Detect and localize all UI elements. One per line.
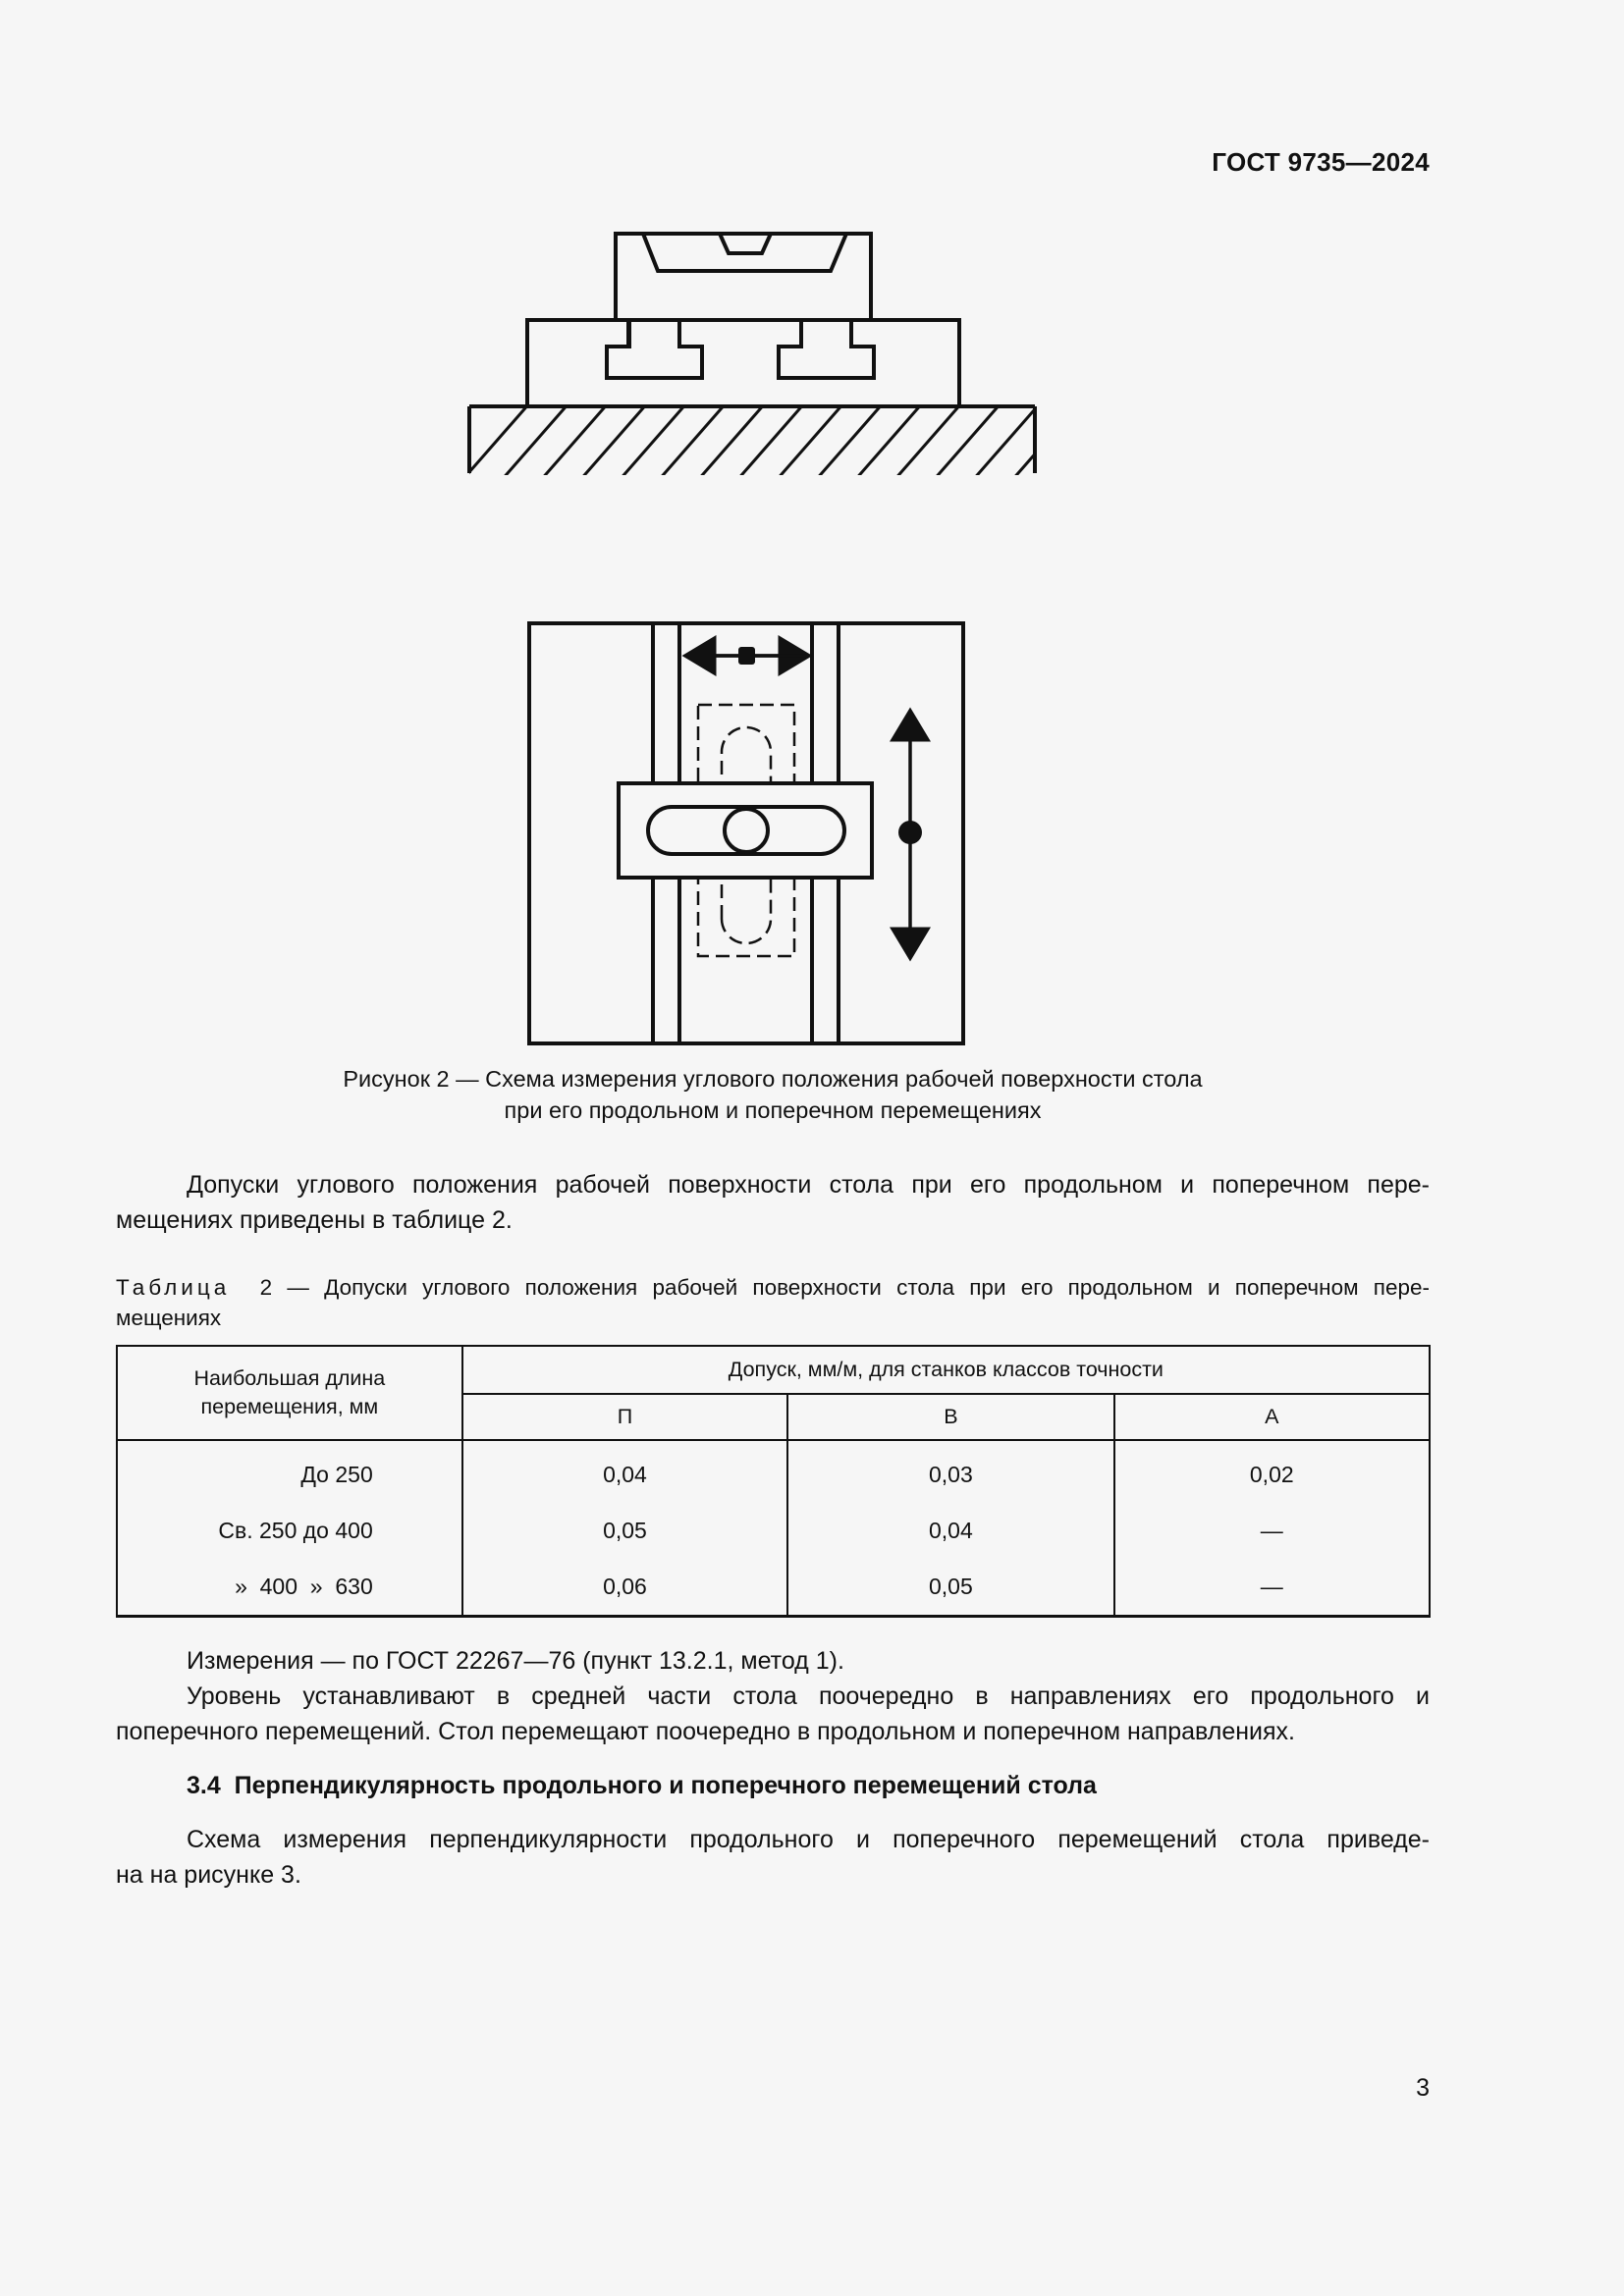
table-row: [117, 1559, 1430, 1617]
paragraph-intro: [116, 1167, 1430, 1238]
column-group-header: Допуск, мм/м, для станков классов точности: [462, 1346, 1430, 1394]
row-length: » 400 » 630: [117, 1559, 462, 1617]
cell-value: 0,04: [787, 1503, 1113, 1559]
tolerance-table: [116, 1345, 1431, 1618]
level-block: [616, 234, 871, 320]
paragraph-level-line2: поперечного перемещений. Стол перемещают поочередно в продольном и поперечном направлениях.: [116, 1718, 1295, 1745]
table-caption-line2: мещениях: [116, 1306, 222, 1330]
figure-caption: [116, 1063, 1430, 1126]
paragraph-section: [116, 1822, 1430, 1893]
t-slot-left-outline: [607, 320, 702, 378]
cell-value: 0,06: [462, 1559, 787, 1617]
paragraph-level: [116, 1679, 1430, 1749]
figure-caption-line2: при его продольном и поперечном перемещениях: [504, 1097, 1042, 1123]
paragraph-section-line2: на на рисунке 3.: [116, 1861, 301, 1889]
cell-value: —: [1114, 1559, 1430, 1617]
cell-value: 0,05: [462, 1503, 787, 1559]
bubble: [725, 809, 768, 852]
t-slot-right-outline: [779, 320, 874, 378]
section-title: Перпендикулярность продольного и поперечного перемещений стола: [234, 1772, 1097, 1799]
page-number: 3: [1416, 2074, 1430, 2102]
table-caption-number: 2: [259, 1275, 273, 1300]
table-body: [527, 320, 959, 406]
cell-value: 0,02: [1114, 1440, 1430, 1503]
figure-caption-line1: Рисунок 2 — Схема измерения углового положения рабочей поверхности стола: [343, 1066, 1203, 1092]
row-length: До 250: [117, 1440, 462, 1503]
table-row: [117, 1440, 1430, 1503]
figure-top-view: [520, 614, 972, 1048]
document-number: ГОСТ 9735—2024: [1212, 147, 1430, 177]
cell-value: —: [1114, 1503, 1430, 1559]
t-slot-left-shape: [626, 320, 703, 378]
paragraph-section-line1: Схема измерения перпендикулярности продольного и поперечного перемещений стола приведе-: [187, 1826, 1430, 1853]
table-caption: [116, 1272, 1430, 1333]
class-header: В: [787, 1394, 1113, 1440]
cell-value: 0,04: [462, 1440, 787, 1503]
paragraph-level-line1: Уровень устанавливают в средней части стола поочередно в направлениях его продольного и: [187, 1682, 1430, 1710]
column-header-length: Наибольшая длина перемещения, мм: [117, 1346, 462, 1440]
cell-value: 0,03: [787, 1440, 1113, 1503]
class-header: А: [1114, 1394, 1430, 1440]
paragraph-intro-line2: мещениях приведены в таблице 2.: [116, 1206, 513, 1234]
figure-side-view: [461, 226, 1051, 481]
class-header: П: [462, 1394, 787, 1440]
row-length: Св. 250 до 400: [117, 1503, 462, 1559]
table-caption-label: Таблица: [116, 1275, 231, 1300]
table-row: [117, 1503, 1430, 1559]
section-heading: [187, 1772, 1097, 1800]
cell-value: 0,05: [787, 1559, 1113, 1617]
section-number: 3.4: [187, 1772, 221, 1799]
table-caption-text: — Допуски углового положения рабочей поверхности стола при его продольном и поперечном пере-: [287, 1275, 1430, 1300]
paragraph-measure: Измерения — по ГОСТ 22267—76 (пункт 13.2.1, метод 1).: [187, 1647, 844, 1675]
paragraph-intro-line1: Допуски углового положения рабочей поверхности стола при его продольном и поперечном пере-: [187, 1171, 1430, 1199]
